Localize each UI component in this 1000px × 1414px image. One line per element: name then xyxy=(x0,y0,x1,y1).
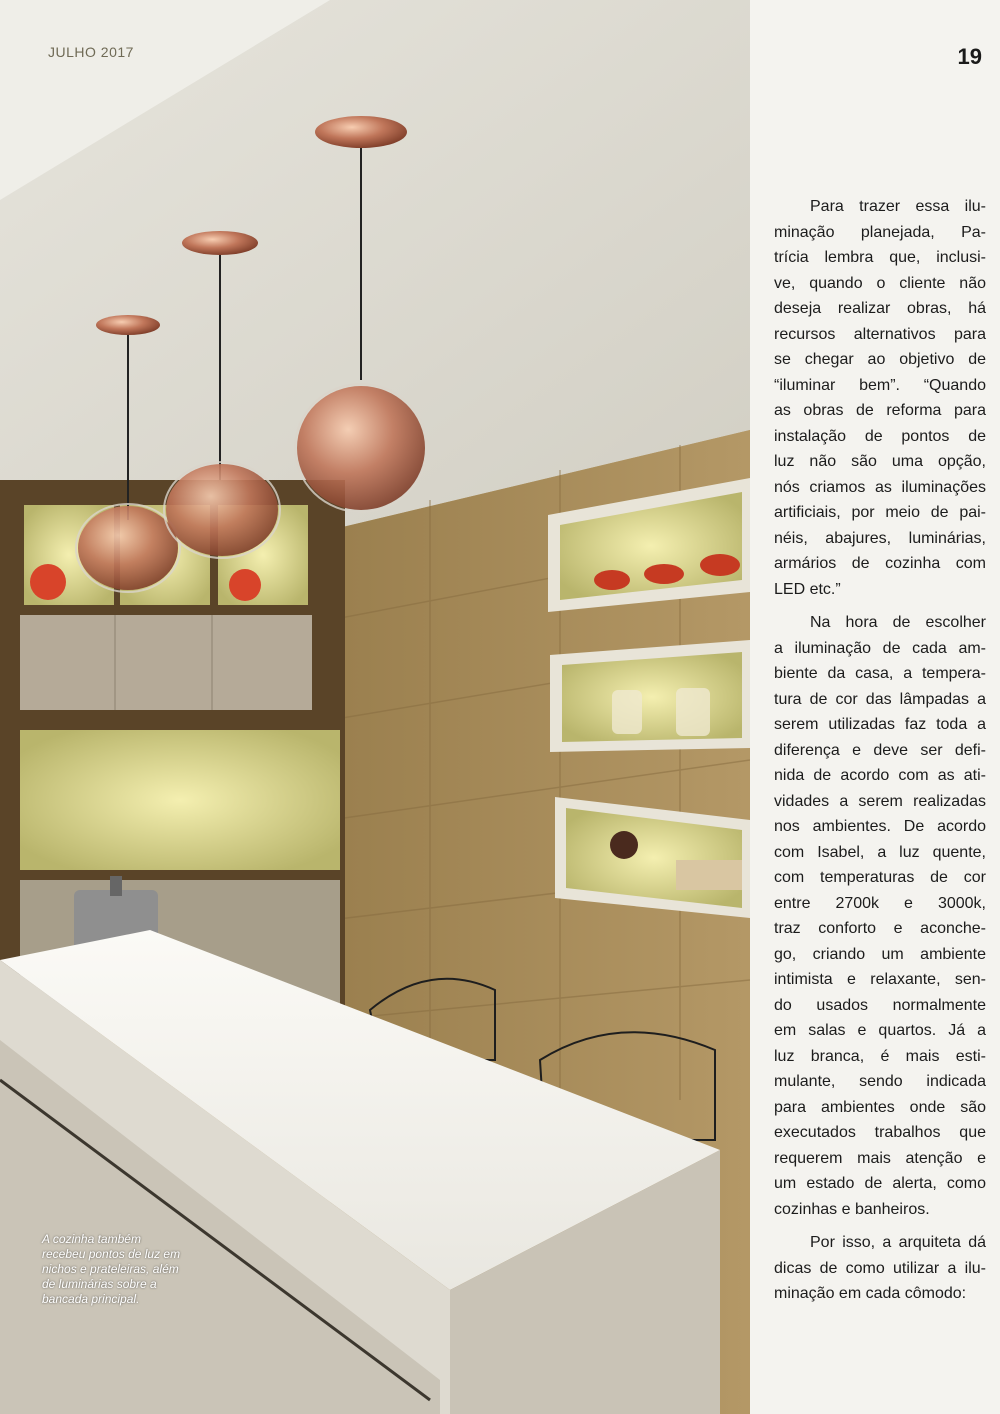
caption-line: A cozinha também xyxy=(42,1232,141,1246)
issue-date: JULHO 2017 xyxy=(48,44,134,60)
article-line: nida de acordo com as ati- xyxy=(774,767,986,784)
article-line: artificiais, por meio de pai- xyxy=(774,504,986,521)
article-line: biente da casa, a tempera- xyxy=(774,665,986,682)
article-line: em salas e quartos. Já a xyxy=(774,1022,986,1039)
caption-line: bancada principal. xyxy=(42,1292,140,1306)
article-line: intimista e relaxante, sen- xyxy=(774,971,986,988)
article-line: luz branca, é mais esti- xyxy=(774,1047,986,1065)
article-line: cozinhas e banheiros. xyxy=(774,1200,930,1218)
article-line: Para trazer essa ilu- xyxy=(810,198,986,215)
article-line: requerem mais atenção e xyxy=(774,1149,986,1167)
wall-niches xyxy=(548,478,750,918)
article-line: com Isabel, a luz quente, xyxy=(774,843,986,861)
article-line: minação em cada cômodo: xyxy=(774,1285,967,1302)
article-line: ve, quando o cliente não xyxy=(774,274,986,292)
article-line: trícia lembra que, inclusi- xyxy=(774,249,986,266)
article-line: recursos alternativos para xyxy=(774,325,986,343)
article-line: a iluminação de cada am- xyxy=(774,639,986,657)
article-line: LED etc.” xyxy=(774,580,841,598)
article-line: “iluminar bem”. “Quando xyxy=(774,376,986,394)
article-paragraph xyxy=(774,194,986,602)
article-line: serem utilizadas faz toda a xyxy=(774,716,986,733)
article-line: luz não são uma opção, xyxy=(774,453,986,470)
article-line: entre 2700k e 3000k, xyxy=(774,894,986,912)
article-line: go, criando um ambiente xyxy=(774,945,986,963)
article-line: deseja realizar obras, há xyxy=(774,300,986,317)
page-number: 19 xyxy=(957,44,982,69)
article-line: um estado de alerta, como xyxy=(774,1175,986,1192)
article-line: tura de cor das lâmpadas a xyxy=(774,690,986,708)
article-line: vidades a serem realizadas xyxy=(774,792,986,810)
caption-line: recebeu pontos de luz em xyxy=(42,1247,181,1261)
article-line: Por isso, a arquiteta dá xyxy=(810,1234,986,1251)
article-paragraph xyxy=(774,1230,986,1307)
article-line: néis, abajures, luminárias, xyxy=(774,529,986,547)
article-line: do usados normalmente xyxy=(774,996,986,1014)
article-line: mulante, sendo indicada xyxy=(774,1073,986,1090)
article-line: armários de cozinha com xyxy=(774,555,986,572)
article-line: traz conforto e aconche- xyxy=(774,920,986,937)
article-line: nós criamos as iluminações xyxy=(774,478,986,496)
article-line: nos ambientes. De acordo xyxy=(774,818,986,835)
article-line: minação planejada, Pa- xyxy=(774,223,986,241)
article-paragraph xyxy=(774,610,986,1222)
article-line: dicas de como utilizar a ilu- xyxy=(774,1259,986,1277)
article-line: se chegar ao objetivo de xyxy=(774,351,986,368)
photo-caption xyxy=(42,1232,207,1307)
caption-line: de luminárias sobre a xyxy=(42,1277,157,1291)
article-line: executados trabalhos que xyxy=(774,1124,986,1141)
article-line: Na hora de escolher xyxy=(810,614,986,631)
article-line: para ambientes onde são xyxy=(774,1098,986,1116)
article-text xyxy=(774,194,986,1315)
article-line: com temperaturas de cor xyxy=(774,869,986,886)
article-line: as obras de reforma para xyxy=(774,402,986,419)
article-line: diferença e deve ser defi- xyxy=(774,741,986,759)
article-line: instalação de pontos de xyxy=(774,427,986,445)
caption-line: nichos e prateleiras, além xyxy=(42,1262,179,1276)
